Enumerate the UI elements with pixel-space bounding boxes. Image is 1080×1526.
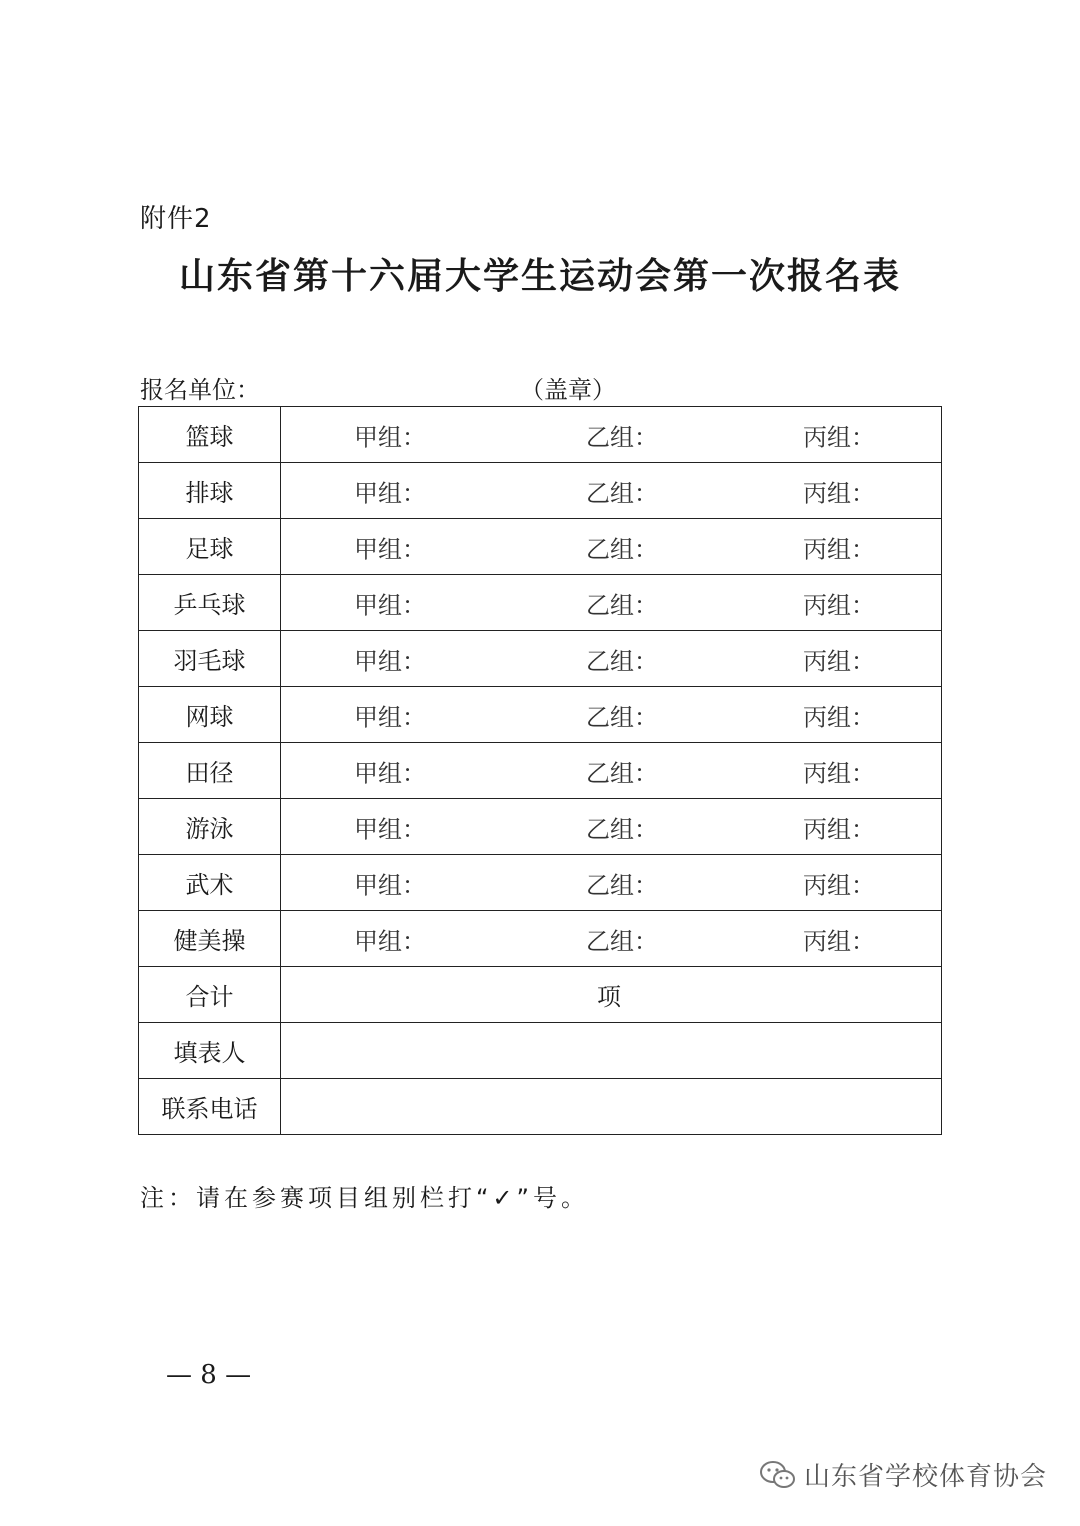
group-cell[interactable]	[281, 631, 942, 687]
group-b-label: 乙组：	[586, 927, 658, 955]
phone-row	[139, 1079, 942, 1135]
page-number: — 8 —	[166, 1360, 252, 1390]
sport-name: 乒乓球	[139, 575, 281, 631]
group-a-label: 甲组：	[354, 703, 426, 731]
group-c-label: 丙组：	[803, 535, 875, 563]
phone-label: 联系电话	[139, 1079, 281, 1135]
sport-name: 田径	[139, 743, 281, 799]
group-b-label: 乙组：	[586, 423, 658, 451]
sport-name: 篮球	[139, 407, 281, 463]
group-c-label: 丙组：	[803, 479, 875, 507]
filler-label: 填表人	[139, 1023, 281, 1079]
group-cell[interactable]	[281, 743, 942, 799]
group-c-label: 丙组：	[803, 647, 875, 675]
group-cell[interactable]	[281, 407, 942, 463]
table-row	[139, 631, 942, 687]
group-a-label: 甲组：	[354, 535, 426, 563]
table-row	[139, 575, 942, 631]
group-b-label: 乙组：	[586, 759, 658, 787]
phone-field[interactable]	[281, 1079, 942, 1135]
table-row	[139, 799, 942, 855]
group-cell[interactable]	[281, 519, 942, 575]
table-row	[139, 687, 942, 743]
total-row	[139, 967, 942, 1023]
group-c-label: 丙组：	[803, 759, 875, 787]
group-a-label: 甲组：	[354, 871, 426, 899]
wechat-icon	[758, 1459, 798, 1491]
group-a-label: 甲组：	[354, 591, 426, 619]
group-c-label: 丙组：	[803, 703, 875, 731]
sport-name: 网球	[139, 687, 281, 743]
watermark-text: 山东省学校体育协会	[804, 1462, 1048, 1492]
instruction-note: 注：请在参赛项目组别栏打“✓”号。	[140, 1184, 589, 1212]
group-cell[interactable]	[281, 911, 942, 967]
seal-label: （盖章）	[520, 376, 616, 404]
table-row	[139, 463, 942, 519]
total-label: 合计	[139, 967, 281, 1023]
sport-name: 足球	[139, 519, 281, 575]
group-c-label: 丙组：	[803, 815, 875, 843]
sport-name: 羽毛球	[139, 631, 281, 687]
filler-field[interactable]	[281, 1023, 942, 1079]
group-c-label: 丙组：	[803, 423, 875, 451]
group-a-label: 甲组：	[354, 815, 426, 843]
table-row	[139, 407, 942, 463]
table-row	[139, 743, 942, 799]
group-b-label: 乙组：	[586, 647, 658, 675]
group-a-label: 甲组：	[354, 647, 426, 675]
group-a-label: 甲组：	[354, 759, 426, 787]
group-b-label: 乙组：	[586, 815, 658, 843]
total-value-cell[interactable]	[281, 967, 942, 1023]
group-cell[interactable]	[281, 799, 942, 855]
watermark	[758, 1456, 1047, 1493]
group-c-label: 丙组：	[803, 927, 875, 955]
page-title: 山东省第十六届大学生运动会第一次报名表	[178, 255, 901, 297]
sport-name: 游泳	[139, 799, 281, 855]
group-cell[interactable]	[281, 575, 942, 631]
registration-table	[138, 406, 942, 1135]
group-cell[interactable]	[281, 463, 942, 519]
group-b-label: 乙组：	[586, 703, 658, 731]
unit-label: 报名单位：	[140, 376, 260, 404]
total-unit: 项	[597, 983, 621, 1011]
sport-name: 排球	[139, 463, 281, 519]
sport-name: 健美操	[139, 911, 281, 967]
table-row	[139, 855, 942, 911]
group-b-label: 乙组：	[586, 535, 658, 563]
attachment-label: 附件2	[140, 204, 212, 234]
sport-name: 武术	[139, 855, 281, 911]
group-b-label: 乙组：	[586, 871, 658, 899]
group-a-label: 甲组：	[354, 479, 426, 507]
group-a-label: 甲组：	[354, 423, 426, 451]
group-b-label: 乙组：	[586, 479, 658, 507]
group-cell[interactable]	[281, 855, 942, 911]
table-row	[139, 519, 942, 575]
table-row	[139, 911, 942, 967]
filler-row	[139, 1023, 942, 1079]
group-a-label: 甲组：	[354, 927, 426, 955]
group-c-label: 丙组：	[803, 871, 875, 899]
group-c-label: 丙组：	[803, 591, 875, 619]
group-cell[interactable]	[281, 687, 942, 743]
group-b-label: 乙组：	[586, 591, 658, 619]
